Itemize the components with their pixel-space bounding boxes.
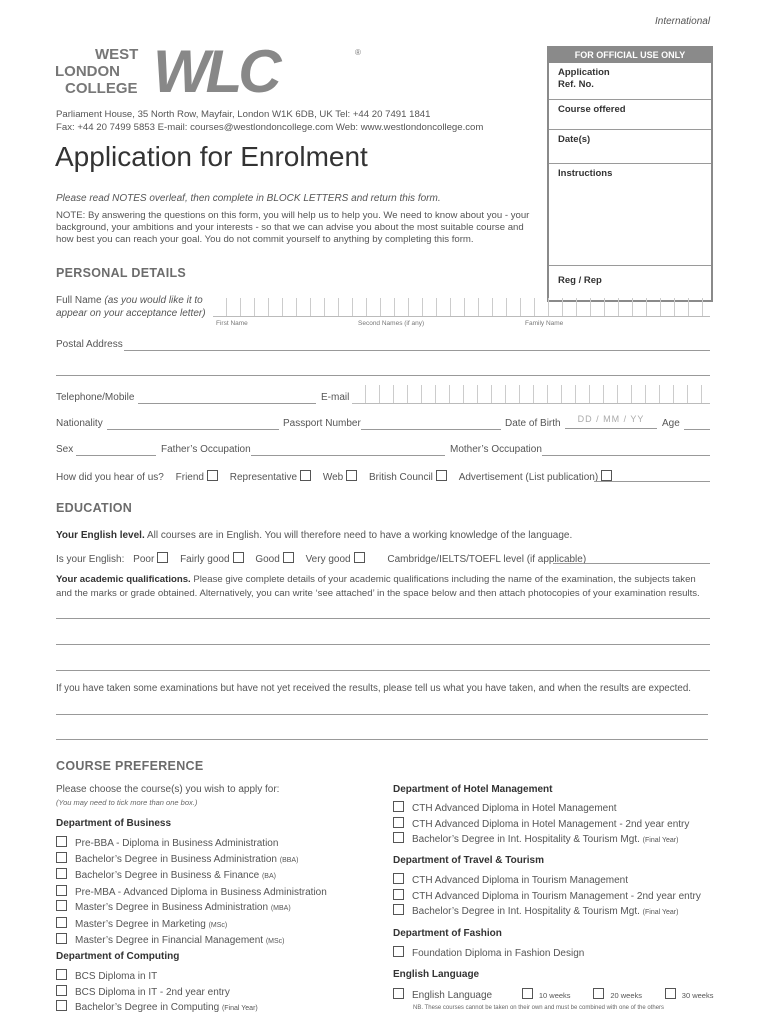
heard-friend-checkbox[interactable]: [207, 470, 218, 481]
heard-british-council-checkbox[interactable]: [436, 470, 447, 481]
mothers-occupation-label: Mother’s Occupation: [450, 444, 542, 455]
telephone-label: Telephone/Mobile: [56, 392, 135, 403]
pending-results-text: If you have taken some examinations but have not yet received the results, please tell us what you have taken, and when the results are expected.: [56, 683, 691, 694]
course-intro: Please choose the course(s) you wish to apply for:: [56, 784, 280, 795]
course-checkbox[interactable]: [56, 1000, 67, 1011]
course-name: Pre-BBA - Diploma in Business Administration: [75, 838, 279, 849]
course-msc-marketing[interactable]: [56, 917, 327, 934]
course-name: Master’s Degree in Marketing: [75, 918, 206, 930]
course-ba-business-finance[interactable]: [56, 868, 327, 885]
travel-course-list: [393, 873, 701, 921]
weeks-30-checkbox[interactable]: [665, 988, 676, 999]
dept-travel-title: Department of Travel & Tourism: [393, 855, 544, 866]
nationality-field[interactable]: [107, 429, 279, 430]
fathers-occupation-field[interactable]: [251, 455, 445, 456]
course-name: Bachelor’s Degree in Computing: [75, 1002, 220, 1013]
fashion-course-list: [393, 946, 584, 962]
business-course-list: [56, 836, 327, 950]
course-name: CTH Advanced Diploma in Hotel Management - 2nd year entry: [412, 818, 690, 830]
full-name-prefix: Full Name: [56, 295, 102, 306]
english-language-note: NB. These courses cannot be taken on their own and must be combined with one of the others: [413, 1005, 665, 1011]
course-pre-bba[interactable]: [56, 836, 327, 852]
dept-fashion-title: Department of Fashion: [393, 928, 502, 939]
academic-bold: Your academic qualifications.: [56, 574, 191, 585]
course-checkbox[interactable]: [56, 933, 67, 944]
heard-option-label: Representative: [229, 472, 298, 483]
level-label: Very good: [305, 554, 351, 565]
course-checkbox[interactable]: [393, 873, 404, 884]
official-course-offered: Course offered: [549, 99, 711, 129]
hotel-course-list: [393, 801, 689, 849]
official-dates: Date(s): [549, 129, 711, 163]
how-heard-label: How did you hear of us?: [56, 472, 164, 483]
postal-address-line-1[interactable]: [124, 350, 710, 351]
full-name-input[interactable]: [213, 298, 710, 317]
level-fairly-good[interactable]: [180, 554, 243, 565]
course-checkbox[interactable]: [56, 868, 67, 879]
level-fairly-good-checkbox[interactable]: [233, 552, 244, 563]
course-name: Bachelor’s Degree in Int. Hospitality & Tourism Mgt.: [412, 906, 640, 917]
course-note: (BBA): [279, 856, 299, 864]
level-good[interactable]: [255, 554, 293, 565]
pending-line-1[interactable]: [56, 714, 708, 715]
english-level-text: [56, 530, 572, 541]
corner-label: International: [655, 16, 711, 27]
course-name: CTH Advanced Diploma in Tourism Management: [412, 875, 629, 886]
course-note: (MBA): [270, 905, 291, 912]
how-heard-row: [56, 470, 612, 483]
logo-line-west: WEST: [95, 46, 139, 63]
heard-option-web[interactable]: [323, 472, 357, 483]
address-line-1: Parliament House, 35 North Row, Mayfair, London W1K 6DB, UK Tel: +44 20 7491 1841: [56, 109, 431, 120]
logo: [55, 38, 365, 105]
logo-line-london: LONDON: [55, 63, 120, 80]
weeks-20-label: 20 weeks: [610, 991, 643, 1000]
address-line-2: Fax: +44 20 7499 5853 E-mail: courses@westlondoncollege.com Web: www.westlondoncollege.com: [56, 122, 484, 133]
first-name-caption: First Name: [216, 320, 248, 327]
course-english-language[interactable]: [393, 988, 713, 1001]
course-msc-financial-management[interactable]: [56, 933, 327, 950]
heard-option-advertisement[interactable]: [459, 472, 613, 483]
course-name: CTH Advanced Diploma in Hotel Management: [412, 803, 617, 814]
level-label: Fairly good: [180, 554, 230, 565]
course-name: Pre-MBA - Advanced Diploma in Business Administration: [75, 886, 327, 898]
instruction-text: Please read NOTES overleaf, then complete in BLOCK LETTERS and return this form.: [56, 193, 441, 204]
course-ba-hospitality[interactable]: [393, 832, 689, 849]
course-name: Bachelor’s Degree in Business & Finance: [75, 870, 260, 881]
personal-details-heading: PERSONAL DETAILS: [56, 266, 187, 280]
course-cth-hotel-2nd-year[interactable]: [393, 817, 689, 833]
course-note: (Final Year): [642, 909, 679, 916]
level-poor[interactable]: [133, 554, 168, 565]
telephone-field[interactable]: [138, 403, 316, 404]
course-checkbox[interactable]: [56, 852, 67, 863]
course-bba[interactable]: [56, 852, 327, 869]
passport-label: Passport Number: [283, 418, 361, 429]
course-ba-hospitality-tourism[interactable]: [393, 904, 701, 921]
course-checkbox[interactable]: [56, 836, 67, 847]
course-checkbox[interactable]: [393, 946, 404, 957]
advertisement-field[interactable]: [594, 481, 710, 482]
course-name: English Language: [412, 990, 493, 1001]
course-name: Master’s Degree in Business Administration: [75, 902, 269, 913]
course-bcs-diploma-2nd-year[interactable]: [56, 985, 258, 1001]
level-very-good[interactable]: [306, 554, 365, 565]
course-checkbox[interactable]: [56, 969, 67, 980]
sex-field[interactable]: [76, 455, 156, 456]
full-name-hint: (as you would like it to appear on your acceptance letter): [56, 295, 206, 319]
page-title: Application for Enrolment: [55, 141, 368, 172]
second-names-caption: Second Names (if any): [358, 320, 425, 327]
heard-advertisement-checkbox[interactable]: [601, 470, 612, 481]
heard-option-british-council[interactable]: [369, 472, 447, 483]
course-name: BCS Diploma in IT: [75, 971, 158, 982]
heard-representative-checkbox[interactable]: [300, 470, 311, 481]
course-cth-hotel[interactable]: [393, 801, 689, 817]
dob-field[interactable]: DD / MM / YY: [565, 414, 657, 429]
dept-hotel-title: Department of Hotel Management: [393, 784, 553, 795]
pending-line-2[interactable]: [56, 739, 708, 740]
course-checkbox[interactable]: [393, 988, 404, 999]
course-checkbox[interactable]: [56, 900, 67, 911]
course-name: Bachelor’s Degree in Business Administration: [75, 853, 277, 865]
logo-reg-mark: ®: [355, 48, 361, 57]
course-intro-note: (You may need to tick more than one box.): [56, 798, 198, 807]
course-checkbox[interactable]: [56, 985, 67, 996]
level-label: Good: [255, 554, 280, 565]
course-note: (MSc): [208, 921, 228, 929]
course-cth-tourism[interactable]: [393, 873, 701, 889]
level-good-checkbox[interactable]: [283, 552, 294, 563]
computing-course-list: [56, 969, 258, 1017]
sex-label: Sex: [56, 444, 74, 455]
course-bcs-diploma[interactable]: [56, 969, 258, 985]
dept-business-title: Department of Business: [56, 818, 172, 829]
course-note: (Final Year): [642, 837, 679, 844]
education-heading: EDUCATION: [56, 501, 133, 515]
level-poor-checkbox[interactable]: [157, 552, 168, 563]
official-instructions: Instructions: [549, 163, 711, 265]
course-checkbox[interactable]: [393, 817, 404, 828]
passport-field[interactable]: [361, 429, 501, 430]
course-note: (MSc): [265, 938, 285, 945]
course-ba-computing[interactable]: [56, 1000, 258, 1017]
cambridge-label: Cambridge/IELTS/TOEFL level (if applicable): [387, 554, 587, 565]
english-level-desc: All courses are in English. You will therefore need to have a working knowledge of the language.: [144, 530, 573, 541]
heard-option-label: Web: [322, 472, 344, 483]
note-text: NOTE: By answering the questions on this form, you will help us to help you. We need to know about you - your background, your ambitions and your interests - so that we can advise you about the most suitable course and how best you can reach your goal. You do not commit yourself to anything by completing this form.: [56, 210, 530, 245]
level-very-good-checkbox[interactable]: [354, 552, 365, 563]
official-ref-no: Application Ref. No.: [558, 67, 610, 90]
logo-mark: WLC: [153, 38, 278, 105]
heard-option-representative[interactable]: [230, 472, 311, 483]
english-level-row: [56, 552, 586, 565]
age-label: Age: [662, 418, 680, 429]
weeks-10-label: 10 weeks: [538, 991, 571, 1000]
course-name: Bachelor’s Degree in Int. Hospitality & Tourism Mgt.: [412, 834, 640, 845]
nationality-label: Nationality: [56, 418, 103, 429]
mothers-occupation-field[interactable]: [542, 455, 710, 456]
postal-address-line-2[interactable]: [56, 375, 710, 376]
course-name: CTH Advanced Diploma in Tourism Management - 2nd year entry: [412, 890, 701, 902]
email-field[interactable]: [352, 385, 710, 404]
level-label: Poor: [133, 554, 155, 565]
course-checkbox[interactable]: [393, 832, 404, 843]
dept-computing-title: Department of Computing: [56, 951, 180, 962]
course-checkbox[interactable]: [393, 904, 404, 915]
postal-address-label: Postal Address: [56, 339, 123, 350]
official-use-box: [547, 46, 713, 302]
weeks-10-checkbox[interactable]: [522, 988, 533, 999]
course-mba[interactable]: [56, 900, 327, 917]
course-name: BCS Diploma in IT - 2nd year entry: [75, 986, 230, 998]
dept-english-title: English Language: [393, 969, 480, 980]
course-pre-mba[interactable]: [56, 885, 327, 901]
dob-label: Date of Birth: [505, 418, 561, 429]
course-checkbox[interactable]: [393, 801, 404, 812]
academic-line-2[interactable]: [56, 644, 710, 645]
family-name-caption: Family Name: [525, 320, 564, 327]
weeks-30-label: 30 weeks: [681, 991, 714, 1000]
official-use-heading: FOR OFFICIAL USE ONLY: [549, 48, 711, 63]
heard-web-checkbox[interactable]: [346, 470, 357, 481]
course-note: (Final Year): [221, 1005, 258, 1012]
course-checkbox[interactable]: [56, 885, 67, 896]
academic-text: [56, 573, 712, 601]
heard-option-label: British Council: [368, 472, 433, 483]
heard-option-label: Advertisement (List publication): [458, 472, 599, 483]
course-name: Master’s Degree in Financial Management: [75, 935, 264, 946]
heard-option-friend[interactable]: [176, 472, 218, 483]
course-fashion-design[interactable]: [393, 946, 584, 962]
fathers-occupation-label: Father’s Occupation: [161, 444, 251, 455]
full-name-label: [56, 294, 211, 320]
official-reg-rep: Reg / Rep: [549, 265, 711, 298]
logo-line-college: COLLEGE: [65, 80, 138, 97]
course-checkbox[interactable]: [393, 889, 404, 900]
heard-option-label: Friend: [175, 472, 204, 483]
course-cth-tourism-2nd-year[interactable]: [393, 889, 701, 905]
age-field[interactable]: [684, 429, 710, 430]
english-level-bold: Your English level.: [56, 530, 145, 541]
email-label: E-mail: [321, 392, 350, 403]
academic-desc: Please give complete details of your academic qualifications including the name of the examination, the subjects taken and the marks or grade obtained. Alternatively, you can write ‘see attached’ in the space below and then attach photocopies of your examination results.: [56, 574, 700, 599]
weeks-20-checkbox[interactable]: [593, 988, 604, 999]
cambridge-field[interactable]: [553, 563, 710, 564]
is-english-label: Is your English:: [56, 554, 125, 565]
course-preference-heading: COURSE PREFERENCE: [56, 759, 204, 773]
course-note: (BA): [261, 873, 276, 880]
course-checkbox[interactable]: [56, 917, 67, 928]
course-name: Foundation Diploma in Fashion Design: [412, 948, 585, 959]
academic-line-3[interactable]: [56, 670, 710, 671]
academic-line-1[interactable]: [56, 618, 710, 619]
